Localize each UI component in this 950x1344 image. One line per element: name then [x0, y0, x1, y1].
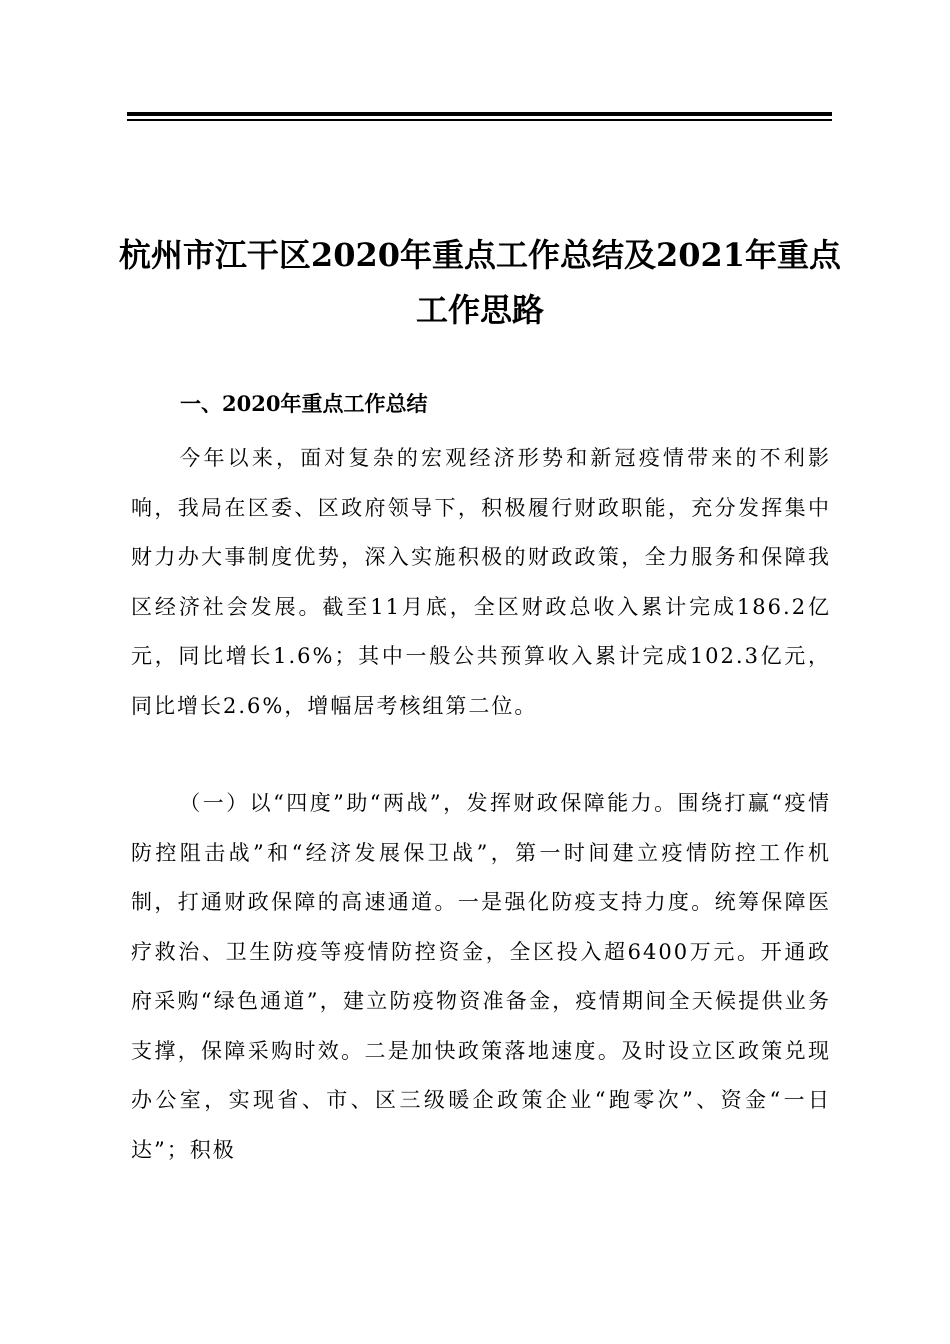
section-heading: 一、2020年重点工作总结	[180, 391, 428, 416]
document-title: 杭州市江干区2020年重点工作总结及2021年重点工作思路	[118, 236, 842, 329]
body-paragraph-1: 今年以来，面对复杂的宏观经济形势和新冠疫情带来的不利影响，我局在区委、区政府领导下，积极履行财政职能，充分发挥集中财力办大事制度优势，深入实施积极的财政政策，全力服务和保障我区经济社会发展。截至11月底，全区财政总收入累计完成186.2亿元，同比增长1.6%；其中一般公共预算收入累计完成102.3亿元，同比增长2.6%，增幅居考核组第二位。	[131, 446, 831, 718]
header-double-rule	[127, 112, 832, 121]
body-paragraph-2: （一）以“四度”助“两战”，发挥财政保障能力。围绕打赢“疫情防控阻击战”和“经济发展保卫战”，第一时间建立疫情防控工作机制，打通财政保障的高速通道。一是强化防疫支持力度。统筹保障医疗救治、卫生防疫等疫情防控资金，全区投入超6400万元。开通政府采购“绿色通道”，建立防疫物资准备金，疫情期间全天候提供业务支撑，保障采购时效。二是加快政策落地速度。及时设立区政策兑现办公室，实现省、市、区三级暖企政策企业“跑零次”、资金“一日达”；积极	[131, 791, 831, 1162]
header-rule-thin	[127, 119, 832, 121]
header-rule-thick	[127, 112, 832, 116]
